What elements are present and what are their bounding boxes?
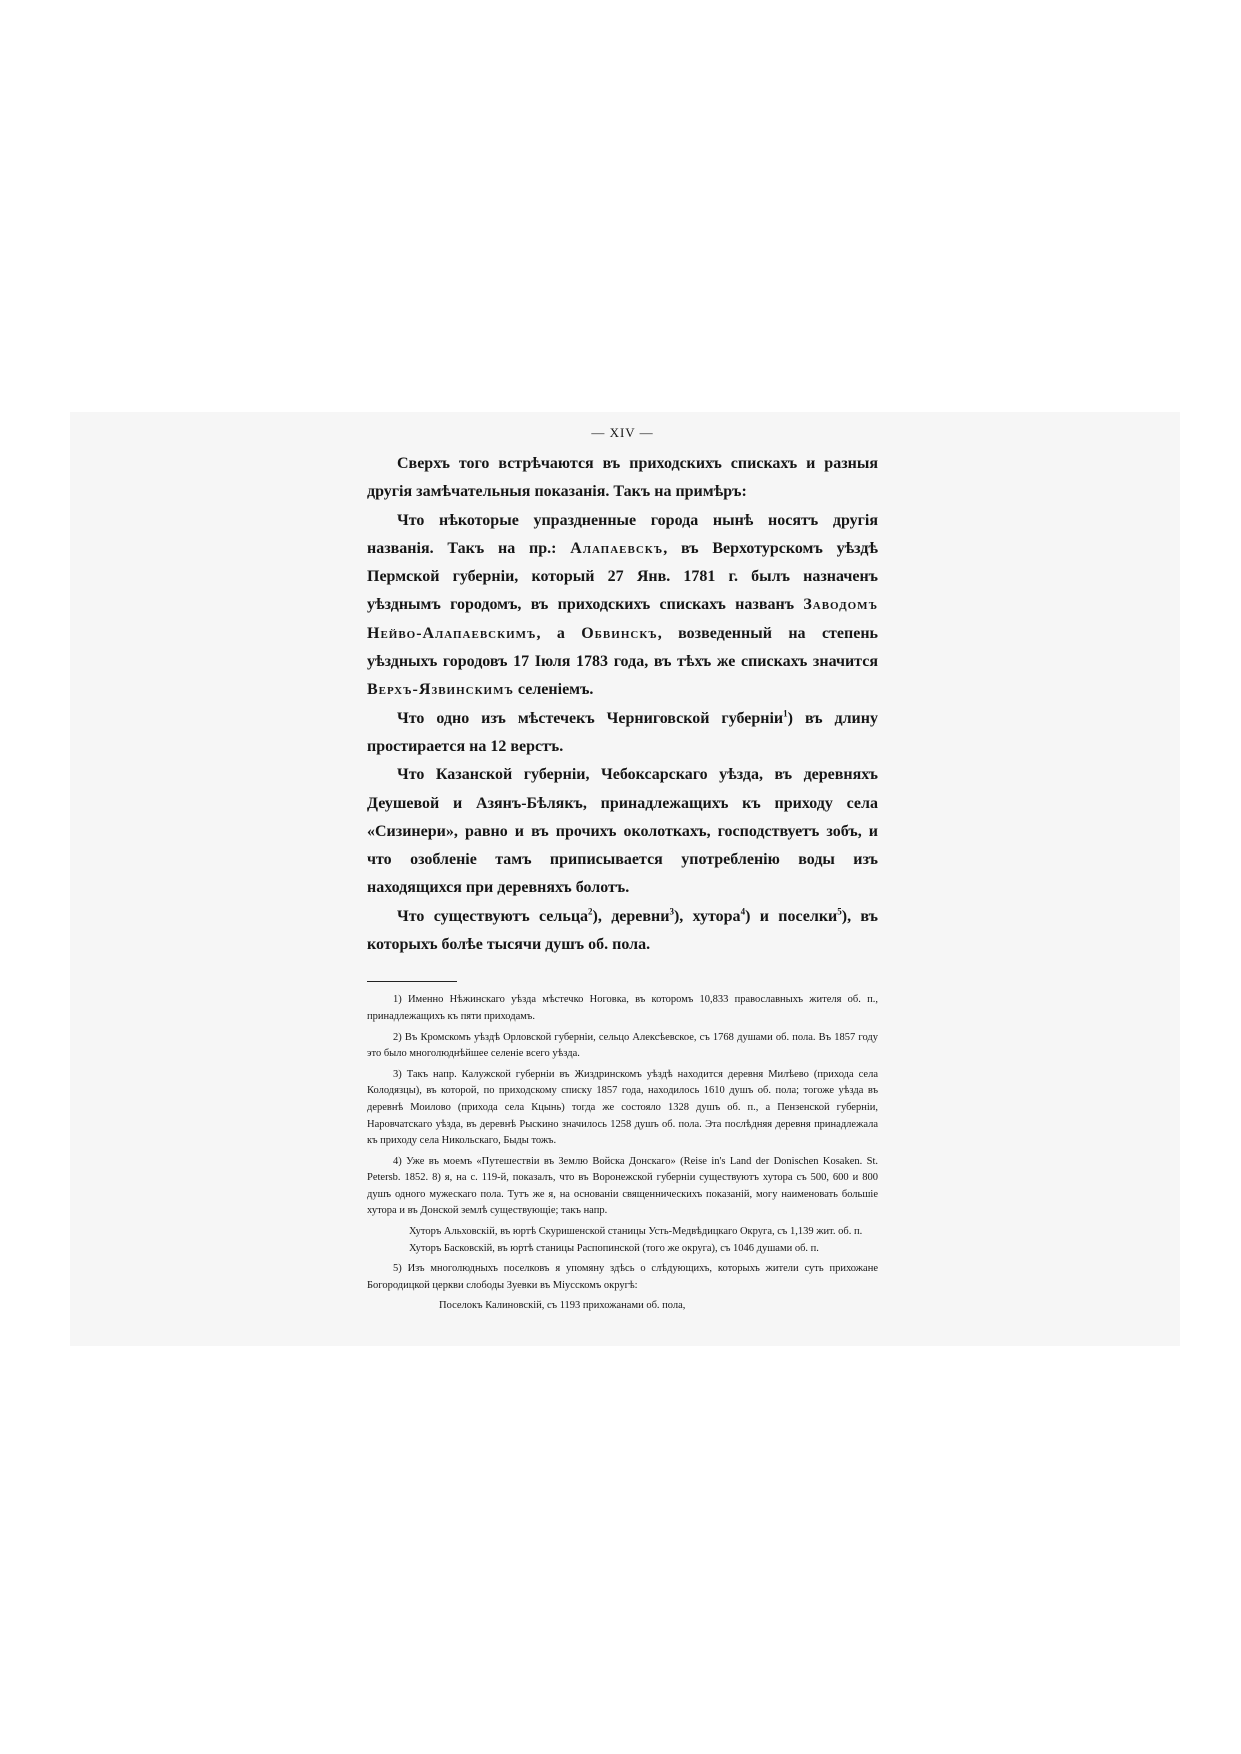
town-name-alapaevsk: Алапаевскъ bbox=[570, 539, 664, 557]
town-name-obvinsk: Обвинскъ bbox=[581, 624, 658, 642]
footnote-ref: 2 bbox=[588, 906, 593, 917]
footnote-1: 1) Именно Нѣжинскаго уѣзда мѣстечко Ноговка, въ которомъ 10,833 православныхъ жителя об. п., принадлежащихъ къ пяти приходамъ. bbox=[367, 994, 878, 1022]
page-text-block bbox=[367, 425, 878, 1315]
text-run: , а bbox=[536, 624, 582, 642]
text-run: ), въ которыхъ болѣе тысячи душъ об. пола. bbox=[367, 907, 878, 954]
text-run: , возведенный на степень уѣздныхъ городовъ 17 Іюля 1783 года, въ тѣхъ же спискахъ значится bbox=[367, 624, 879, 671]
footnote-ref: 3 bbox=[669, 906, 674, 917]
text-run: Что нѣкоторые упраздненные города нынѣ носятъ другія названія. Такъ на пр.: bbox=[367, 511, 878, 557]
footnote-4-item-1: Хуторъ Альховскій, въ юртѣ Скуришенской станицы Усть-Медвѣдицкаго Округа, съ 1,139 жит. об. п. bbox=[409, 1226, 863, 1238]
text-run: Что существуютъ сельца bbox=[397, 907, 589, 925]
paragraph-towns bbox=[367, 507, 878, 705]
text-run: Что одно изъ мѣстечекъ Черниговской губерніи bbox=[397, 709, 784, 727]
text-run: селеніемъ. bbox=[513, 681, 594, 699]
footnote-4-item-2: Хуторъ Басковскій, въ юртѣ станицы Распопинской (того же округа), съ 1046 душами об. п. bbox=[409, 1242, 819, 1254]
footnote-ref: 4 bbox=[740, 906, 746, 917]
footnote-ref: 5 bbox=[837, 906, 842, 917]
footnotes bbox=[367, 992, 878, 1315]
paragraph-chernigov bbox=[367, 705, 878, 762]
footnote-5: 5) Изъ многолюдныхъ поселковъ я упомяну здѣсь о слѣдующихъ, которыхъ жители суть прихожане Богородицкой церкви слободы Зуевки въ Міусскомъ округѣ: bbox=[367, 1263, 878, 1291]
footnote-2: 2) Въ Кромскомъ уѣздѣ Орловской губерніи, сельцо Алексѣевское, съ 1768 душами об. пола. Въ 1857 году это было многолюднѣйшее селеніе всего уѣзда. bbox=[367, 1031, 878, 1060]
factory-name: Заводомъ Нейво-Алапаевскимъ bbox=[367, 596, 878, 642]
paragraph-kazan: Что Казанской губерніи, Чебоксарскаго уѣзда, въ деревняхъ Деушевой и Азянъ-Бѣлякъ, принадлежащихъ къ приходу села «Сизинери», равно и въ прочихъ околоткахъ, господствуетъ зобъ, и что озобленіе тамъ приписывается употребленію воды изъ находящихся при деревняхъ болотъ. bbox=[367, 766, 878, 897]
footnote-divider bbox=[367, 981, 457, 982]
text-run: ), хутора bbox=[673, 907, 741, 925]
text-run: ) и поселки bbox=[745, 907, 838, 925]
text-run: ) въ длину простирается на 12 верстъ. bbox=[367, 709, 878, 755]
text-run: , въ Верхотурскомъ уѣздѣ Пермской губерніи, который 27 Янв. 1781 г. былъ назначенъ уѣзднымъ городомъ, въ приходскихъ спискахъ названъ bbox=[367, 539, 879, 614]
paragraph-intro: Сверхъ того встрѣчаются въ приходскихъ спискахъ и разныя другія замѣчательныя показанія. Такъ на примѣръ: bbox=[367, 455, 878, 501]
paragraph-settlements bbox=[367, 903, 878, 960]
village-name: Верхъ-Язвинскимъ bbox=[367, 681, 514, 699]
page-number-header: — XIV — bbox=[591, 425, 654, 440]
footnote-5-item-1: Поселокъ Калиновскій, съ 1193 прихожанами об. пола, bbox=[439, 1300, 686, 1312]
footnote-ref: 1 bbox=[783, 708, 788, 719]
footnote-4: 4) Уже въ моемъ «Путешествіи въ Землю Войска Донскаго» (Reise in's Land der Donischen Kosaken. St. Petersb. 1852. 8) я, на с. 119-й, показалъ, что въ Воронежской губерніи существуютъ хутора съ 500, 600 и 800 душъ одного мужескаго пола. Тутъ же я, на основаніи священническихъ показаній, могу наименовать большіе хутора и въ Донской землѣ существующіе; такъ напр. bbox=[367, 1155, 878, 1217]
footnote-3: 3) Такъ напр. Калужской губерніи въ Жиздринскомъ уѣздѣ находится деревня Милѣево (прихода села Колодязцы), въ которой, по приходскому списку 1857 года, находилось 1610 душъ об. пола; тогоже уѣзда въ деревнѣ Моилово (прихода села Кцынь) тогда же состояло 1328 душъ об. п., а Пензенской губерніи, Наровчатскаго уѣзда, въ деревнѣ Рыскино значилось 1258 душъ об. пола. Эта послѣдняя деревня принадлежала къ приходу села Никольскаго, Быды тожъ. bbox=[367, 1068, 878, 1147]
text-run: ), деревни bbox=[592, 907, 670, 925]
